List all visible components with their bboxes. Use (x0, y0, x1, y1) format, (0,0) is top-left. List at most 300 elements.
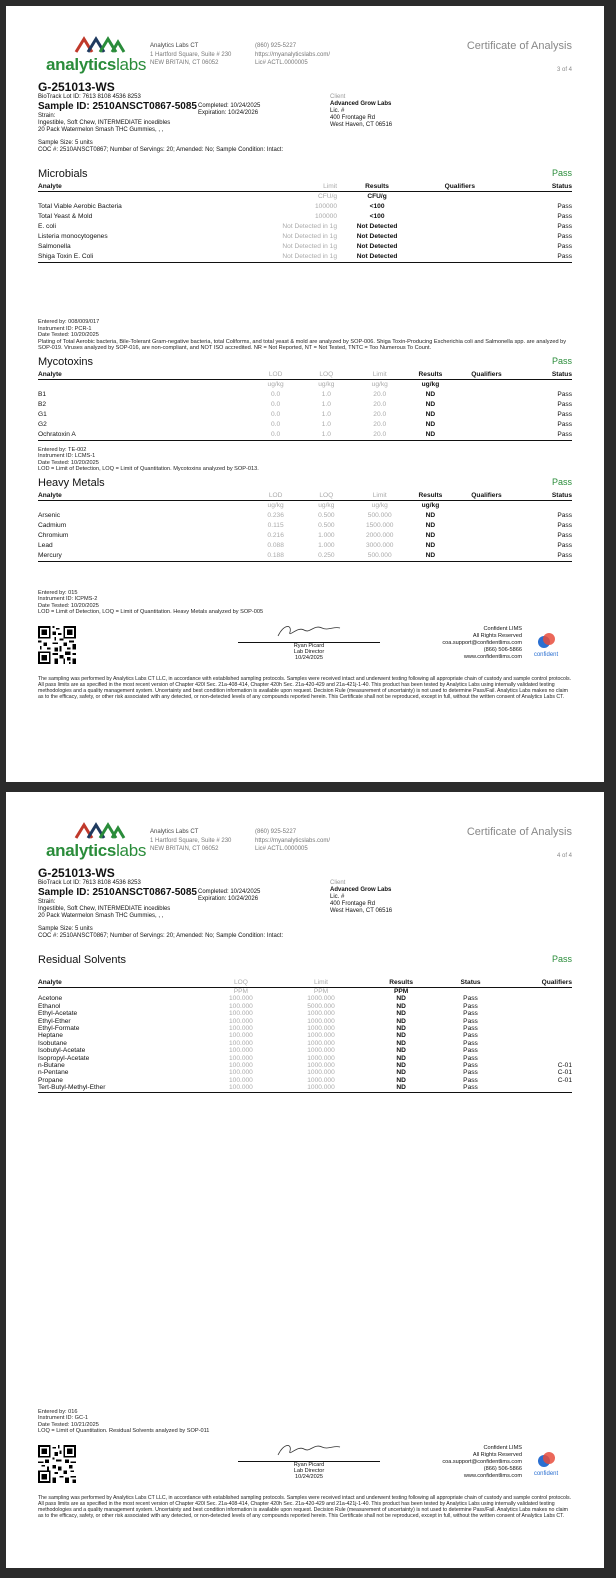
lims-url[interactable]: www.confidentlims.com (463, 653, 522, 660)
cell-limit: 1000.000 (307, 1076, 335, 1084)
batch-id: G-251013-WS (38, 80, 115, 94)
table-row (38, 252, 572, 263)
cell-status: Pass (463, 1002, 478, 1010)
section-pass-badge: Pass (551, 954, 572, 964)
note-entered-by: Entered by: 016 (38, 1408, 78, 1415)
signature-scribble-icon (274, 622, 344, 640)
cell-loq: 1.0 (321, 420, 331, 428)
cell-analyte: Tert-Butyl-Methyl-Ether (38, 1084, 209, 1092)
sample-id: Sample ID: 2510ANSCT0867-5085 (38, 887, 197, 898)
cell-status: Pass (463, 995, 478, 1003)
cell-analyte: Arsenic (38, 511, 60, 519)
cell-result: Not Detected (337, 252, 417, 263)
signature-date: 10/24/2025 (295, 1473, 323, 1480)
cell-loq: 100.000 (228, 1025, 253, 1033)
client-label: Client (330, 94, 346, 100)
cell-loq: 0.250 (300, 551, 353, 562)
cell-limit: Not Detected in 1g (273, 252, 337, 263)
analytics-labs-logo (46, 36, 166, 75)
cell-qual: C-01 (557, 1069, 572, 1077)
cell-loq: 1.000 (318, 531, 335, 539)
cell-loq: 100.000 (228, 1062, 253, 1070)
cell-limit: 20.0 (373, 400, 387, 408)
note-entered-by: Entered by: 008/009/017 (38, 319, 100, 325)
logo-prefix: analytics (46, 841, 117, 860)
mycotoxins-notes (38, 447, 572, 473)
cell-result: ND (425, 410, 436, 418)
table-row (38, 430, 572, 441)
cell-result: <100 (369, 203, 385, 210)
cell-status: Pass (557, 390, 572, 398)
cell-loq: 100.000 (228, 1069, 253, 1077)
col-qualifiers: Qualifiers (508, 978, 572, 988)
units-row (38, 500, 572, 511)
col-qualifiers: Qualifiers (454, 370, 518, 380)
qr-code-icon[interactable] (38, 1445, 76, 1483)
signature-area (38, 622, 572, 670)
cell-analyte: Isobutyl-Acetate (38, 1047, 86, 1055)
cell-limit: Not Detected in 1g (282, 243, 338, 250)
cell-limit: 1000.000 (307, 1054, 335, 1062)
unit-loq: PPM (233, 988, 249, 995)
cell-loq: 1.0 (321, 400, 331, 408)
unit-limit: CFU/g (317, 193, 338, 200)
lims-phone: (866) 506-5866 (483, 646, 522, 653)
cell-limit: 1000.000 (307, 1047, 335, 1055)
cell-limit: 500.000 (367, 511, 392, 519)
lab-phone: (860) 925-5227 (255, 43, 297, 49)
cell-limit: 100000 (315, 203, 338, 210)
cell-empty (454, 541, 518, 551)
unit-limit: ug/kg (371, 501, 388, 509)
cell-qual (508, 1040, 572, 1047)
cell-status: Pass (557, 243, 572, 250)
cell-qual (508, 995, 572, 1002)
cell-status: Pass (519, 430, 572, 441)
cell-loq: 100.000 (228, 1032, 253, 1040)
cell-result: ND (396, 1017, 406, 1025)
cell-status: Pass (463, 1069, 478, 1077)
col-status: Status (433, 978, 508, 988)
lims-info (442, 1445, 522, 1480)
cell-status: Pass (463, 1017, 478, 1025)
cell-result: ND (369, 1084, 433, 1092)
table-row (38, 1055, 572, 1062)
cell-result: ND (425, 541, 436, 549)
residual-solvents-section (38, 954, 572, 1435)
cell-result: ND (396, 1039, 406, 1047)
cell-lod: 0.088 (267, 541, 284, 549)
cell-limit: 20.0 (373, 390, 387, 398)
lab-address (150, 42, 231, 68)
cell-analyte: n-Butane (38, 1062, 65, 1070)
cell-loq: 100.000 (228, 1039, 253, 1047)
col-analyte: Analyte (38, 370, 252, 380)
col-limit: Limit (273, 182, 337, 192)
lims-url[interactable]: www.confidentlims.com (463, 1472, 522, 1479)
cell-empty (454, 400, 518, 410)
cell-empty (417, 202, 502, 212)
page-header (38, 6, 572, 78)
cell-result: ND (425, 400, 436, 408)
lims-info (442, 626, 522, 661)
section-title: Mycotoxins (38, 355, 94, 368)
expiration-date: Expiration: 10/24/2026 (198, 896, 259, 902)
table-row (38, 222, 572, 232)
confident-logo (528, 632, 564, 658)
note-date-tested: Date Tested: 10/20/2025 (38, 602, 99, 609)
note-instrument: Instrument ID: ICPMS-2 (38, 596, 98, 602)
cell-loq: 100.000 (209, 1084, 273, 1092)
cell-analyte: Ethyl-Acetate (38, 1010, 78, 1018)
cell-loq: 100.000 (228, 1047, 253, 1055)
cell-loq: 100.000 (228, 995, 253, 1003)
cell-limit: 1000.000 (307, 1017, 335, 1025)
cell-limit: 1000.000 (307, 1062, 335, 1070)
lab-addr2: NEW BRITAIN, CT 06052 (150, 60, 219, 66)
analytics-labs-logo (46, 822, 166, 861)
certificate-title: Certificate of Analysis (466, 40, 572, 52)
cell-qual: C-01 (557, 1062, 572, 1070)
cell-status: Pass (557, 521, 572, 529)
cell-qual (508, 1010, 572, 1017)
table-row (38, 202, 572, 212)
cell-limit: 100000 (315, 213, 338, 220)
cell-analyte: B2 (38, 400, 47, 408)
cell-limit: 1000.000 (307, 1039, 335, 1047)
disclaimer: The sampling was performed by Analytics Labs CT LLC, in accordance with established sampling protocols. Samples were received intact and underwent testing following all appropriate chain of custody and sample control protocols. All pass limits are as specified in the most recent version of Chapter 420l Sec. 21a-408-414, Chapter 420h Sec. 21a-420-429 and 21a-421j-1-40. This product has been tested by Analytics Labs using internally validated testing methodologies and a quality management system. Uncertainty and best condition information is available upon request. Decision Rule (measurement of uncertainty) is not used to determine Pass/Fail. Analytics Labs makes no claim as to the efficacy, safety, or other risk associated with any detected, or non-detected levels of any compounds reported herein. This Certificate shall not be reproduced, except in full, without the written consent of Analytics Labs CT. (38, 1494, 572, 1519)
cell-analyte: Cadmium (38, 521, 67, 529)
lims-email[interactable]: coa.support@confidentlims.com (442, 639, 522, 646)
cell-status: Pass (463, 1039, 478, 1047)
cell-status: Pass (557, 531, 572, 539)
note-method: LOD = Limit of Detection, LOQ = Limit of Quantitation. Mycotoxins analyzed by SOP-013. (38, 466, 259, 472)
table-row (38, 1084, 572, 1092)
coc-line: COC #: 2510ANSCT0867; Number of Servings: 20; Amended: No; Sample Condition: Intact: (38, 147, 284, 153)
table-row (38, 521, 572, 531)
sample-meta (38, 94, 572, 164)
note-date-tested: Date Tested: 10/20/2025 (38, 332, 99, 338)
client-addr2: West Haven, CT 06516 (330, 908, 393, 914)
client-name: Advanced Grow Labs (330, 887, 392, 893)
unit-limit: PPM (313, 988, 329, 995)
cell-empty (454, 551, 518, 562)
cell-result: Not Detected (356, 233, 398, 240)
section-title: Microbials (38, 168, 88, 180)
col-results: Results (369, 978, 433, 988)
cell-analyte: Total Viable Aerobic Bacteria (38, 203, 122, 210)
mycotoxins-section (38, 356, 572, 473)
cell-qual (508, 1084, 572, 1092)
cell-qual (508, 1018, 572, 1025)
section-pass-badge: Pass (551, 355, 572, 366)
cell-empty (454, 420, 518, 430)
cell-loq: 1.0 (321, 390, 331, 398)
table-row (38, 531, 572, 541)
cell-loq: 1.000 (318, 541, 335, 549)
cell-result: ND (425, 531, 436, 539)
table-row (38, 1062, 572, 1069)
cell-result: ND (396, 1032, 406, 1040)
client-label: Client (330, 880, 346, 886)
signature-date: 10/24/2025 (295, 654, 323, 661)
page-number: 3 of 4 (556, 67, 572, 73)
cell-empty (454, 390, 518, 400)
cell-limit: 1000.000 (307, 1010, 335, 1018)
sample-size: Sample Size: 5 units (38, 926, 93, 932)
col-lod: LOD (252, 370, 300, 380)
cell-analyte: G2 (38, 420, 47, 428)
lab-addr1: 1 Hartford Square, Suite # 230 (150, 51, 232, 58)
cell-limit: 3000.000 (365, 541, 394, 549)
cell-status: Pass (519, 551, 572, 562)
cell-limit: 20.0 (373, 410, 387, 418)
coa-page-3 (6, 6, 604, 782)
cell-result: ND (425, 521, 436, 529)
col-analyte: Analyte (38, 978, 209, 988)
cell-analyte: n-Pentane (38, 1069, 69, 1077)
table-row (38, 1047, 572, 1054)
sample-size: Sample Size: 5 units (38, 140, 93, 146)
client-info (330, 94, 392, 129)
lims-rights: All Rights Reserved (472, 632, 522, 639)
cell-qual (508, 1047, 572, 1054)
table-row (38, 541, 572, 551)
note-instrument: Instrument ID: LCMS-1 (38, 453, 96, 459)
cell-limit: 1500.000 (365, 521, 394, 529)
units-row (38, 988, 572, 996)
col-loq: LOQ (300, 370, 353, 380)
table-row (38, 242, 572, 252)
client-info (330, 880, 392, 915)
cell-limit: 1000.000 (307, 1032, 335, 1040)
col-loq: LOQ (209, 978, 273, 988)
signer-title: Lab Director (293, 1467, 325, 1474)
table-row (38, 232, 572, 242)
residual-solvents-notes (38, 1409, 572, 1435)
section-pass-badge: Pass (551, 168, 572, 178)
table-row (38, 410, 572, 420)
cell-empty (417, 242, 502, 252)
microbials-body (38, 192, 572, 263)
sample-id: Sample ID: 2510ANSCT0867-5085 (38, 101, 197, 112)
cell-status: Pass (463, 1062, 478, 1070)
cell-status: Pass (463, 1047, 478, 1055)
cell-analyte: Heptane (38, 1032, 63, 1040)
cell-lod: 0.0 (271, 420, 281, 428)
strain: Strain: (38, 899, 56, 905)
cell-status: Pass (463, 1025, 478, 1033)
table-row (38, 212, 572, 222)
cell-empty (417, 212, 502, 222)
cell-analyte: Lead (38, 541, 53, 549)
product-name: 20 Pack Watermelon Smash THC Gummies, , , (38, 127, 164, 133)
col-limit: Limit (353, 491, 406, 501)
confident-wordmark: confident (533, 651, 559, 658)
section-title: Residual Solvents (38, 954, 127, 966)
lab-url[interactable]: https://myanalyticslabs.com/ (255, 837, 331, 844)
microbials-table (38, 182, 572, 263)
lab-url[interactable]: https://myanalyticslabs.com/ (255, 51, 331, 58)
cell-analyte: Ethyl-Formate (38, 1025, 80, 1033)
cell-status: Pass (557, 223, 572, 230)
director-signature (238, 622, 380, 661)
cell-status: Pass (433, 1084, 508, 1092)
col-qualifiers: Qualifiers (454, 491, 518, 501)
table-row (38, 995, 572, 1002)
heavy-metals-table (38, 491, 572, 562)
lab-addr1: 1 Hartford Square, Suite # 230 (150, 837, 232, 844)
table-row (38, 420, 572, 430)
cell-status: Pass (557, 213, 572, 220)
cell-empty (454, 531, 518, 541)
table-row (38, 1018, 572, 1025)
page-header (38, 792, 572, 864)
cell-limit: 1000.000 (307, 995, 335, 1003)
col-lod: LOD (252, 491, 300, 501)
cell-analyte: Propane (38, 1076, 63, 1084)
cell-lod: 0.188 (252, 551, 300, 562)
cell-analyte: Isobutane (38, 1039, 67, 1047)
cell-result: ND (396, 1062, 406, 1070)
col-limit: Limit (353, 370, 406, 380)
table-row (38, 1010, 572, 1017)
col-limit: Limit (273, 978, 369, 988)
cell-result: ND (396, 1010, 406, 1018)
signer-name: Ryan Picard (293, 1461, 325, 1468)
lims-name: Confident LIMS (483, 625, 522, 632)
cell-empty (417, 222, 502, 232)
cell-result: ND (396, 1069, 406, 1077)
section-pass-badge: Pass (551, 476, 572, 487)
cell-analyte: G1 (38, 410, 47, 418)
units-row (38, 379, 572, 390)
cell-result: ND (425, 511, 436, 519)
cell-status: Pass (557, 203, 572, 210)
col-loq: LOQ (300, 491, 353, 501)
table-row (38, 390, 572, 400)
cell-analyte: Mercury (38, 551, 252, 562)
completed-date: Completed: 10/24/2025 (198, 889, 261, 895)
coa-page-4 (6, 792, 604, 1568)
signature-area (38, 1441, 572, 1489)
completed-date: Completed: 10/24/2025 (198, 103, 261, 109)
cell-qual: C-01 (557, 1076, 572, 1084)
col-analyte: Analyte (38, 491, 252, 501)
cell-analyte: B1 (38, 390, 47, 398)
cell-analyte: Shiga Toxin E. Coli (38, 252, 273, 263)
table-row (38, 1025, 572, 1032)
cell-status: Pass (463, 1076, 478, 1084)
cell-analyte: Ochratoxin A (38, 430, 252, 441)
unit-results: ug/kg (421, 501, 440, 509)
lab-license: Lic# ACTL.0000005 (255, 846, 308, 852)
cell-qual (508, 1032, 572, 1039)
col-analyte: Analyte (38, 182, 273, 192)
heavy-metals-notes (38, 590, 572, 616)
cell-analyte: Salmonella (38, 243, 71, 250)
col-results: Results (337, 182, 417, 192)
lab-contact (255, 42, 330, 68)
table-row (38, 551, 572, 562)
cell-empty (454, 511, 518, 521)
note-instrument: Instrument ID: PCR-1 (38, 325, 92, 332)
cell-result: <100 (369, 213, 385, 220)
cell-limit: 2000.000 (365, 531, 394, 539)
cell-analyte: E. coli (38, 223, 56, 230)
unit-results: ug/kg (421, 380, 440, 388)
cell-status: Pass (503, 252, 572, 263)
unit-limit: ug/kg (371, 380, 388, 388)
cell-status: Pass (557, 511, 572, 519)
cell-lod: 0.0 (271, 400, 281, 408)
cell-analyte: Acetone (38, 995, 63, 1003)
cell-loq: 100.000 (228, 1076, 253, 1084)
cell-empty (454, 521, 518, 531)
heavy-metals-body (38, 500, 572, 561)
unit-loq: ug/kg (318, 380, 335, 388)
confident-logo (528, 1451, 564, 1477)
col-results: Results (406, 370, 454, 380)
cell-analyte: Total Yeast & Mold (38, 213, 93, 220)
logo-mark-icon (74, 822, 126, 840)
table-row (38, 1040, 572, 1047)
cell-qual (508, 1025, 572, 1032)
certificate-title: Certificate of Analysis (466, 826, 572, 838)
lims-phone: (866) 506-5866 (483, 1465, 522, 1472)
client-license: Lic. # (330, 894, 345, 900)
table-row (38, 1077, 572, 1084)
cell-result: ND (396, 1047, 406, 1055)
lab-name: Analytics Labs CT (150, 829, 199, 835)
lab-phone: (860) 925-5227 (255, 829, 297, 835)
biotrack-id: BioTrack Lot ID: 7613 8108 4536 8253 (38, 880, 141, 886)
cell-status: Pass (557, 420, 572, 428)
cell-result: ND (425, 420, 436, 428)
col-qualifiers: Qualifiers (417, 182, 502, 192)
cell-analyte: Isopropyl-Acetate (38, 1054, 90, 1062)
logo-prefix: analytics (46, 55, 117, 74)
cell-empty (417, 232, 502, 242)
qr-code-icon[interactable] (38, 626, 76, 664)
strain: Strain: (38, 113, 56, 119)
lab-addr2: NEW BRITAIN, CT 06052 (150, 846, 219, 852)
cell-result: ND (425, 390, 436, 398)
client-addr2: West Haven, CT 06516 (330, 122, 393, 128)
note-method: LOQ = Limit of Quantitation. Residual Solvents analyzed by SOP-011 (38, 1428, 210, 1435)
matrix: Ingestible, Soft Chew, INTERMEDIATE incedibles (38, 906, 171, 912)
unit-loq: ug/kg (318, 501, 335, 509)
lims-email[interactable]: coa.support@confidentlims.com (442, 1458, 522, 1465)
cell-limit: 20.0 (353, 430, 406, 441)
cell-lod: 0.0 (271, 390, 281, 398)
batch-id: G-251013-WS (38, 866, 115, 880)
matrix: Ingestible, Soft Chew, INTERMEDIATE incedibles (38, 120, 171, 126)
sample-meta (38, 880, 572, 950)
client-name: Advanced Grow Labs (330, 101, 392, 107)
product-name: 20 Pack Watermelon Smash THC Gummies, , , (38, 913, 164, 919)
note-entered-by: Entered by: TE-002 (38, 446, 87, 453)
units-row (38, 192, 572, 203)
note-date-tested: Date Tested: 10/21/2025 (38, 1421, 99, 1428)
disclaimer: The sampling was performed by Analytics Labs CT LLC, in accordance with established sampling protocols. Samples were received intact and underwent testing following all appropriate chain of custody and sample control protocols. All pass limits are as specified in the most recent version of Chapter 420l Sec. 21a-408-414, Chapter 420h Sec. 21a-420-429 and 21a-421j-1-40. This product has been tested by Analytics Labs using internally validated testing methodologies and a quality management system. Uncertainty and best condition information is available upon request. Decision Rule (measurement of uncertainty) is not used to determine Pass/Fail. Analytics Labs makes no claim as to the efficacy, safety, or other risk associated with any detected, or non-detected levels of any compounds reported herein. This Certificate shall not be reproduced, except in full, without the written consent of Analytics Labs CT. (38, 675, 572, 700)
director-signature (238, 1441, 380, 1480)
cell-result: ND (396, 1025, 406, 1033)
signer-title: Lab Director (293, 648, 325, 655)
cell-qual (508, 1055, 572, 1062)
table-row (38, 1069, 572, 1076)
note-method: LOD = Limit of Detection, LOQ = Limit of Quantitation. Heavy Metals analyzed by SOP-005 (38, 609, 264, 615)
